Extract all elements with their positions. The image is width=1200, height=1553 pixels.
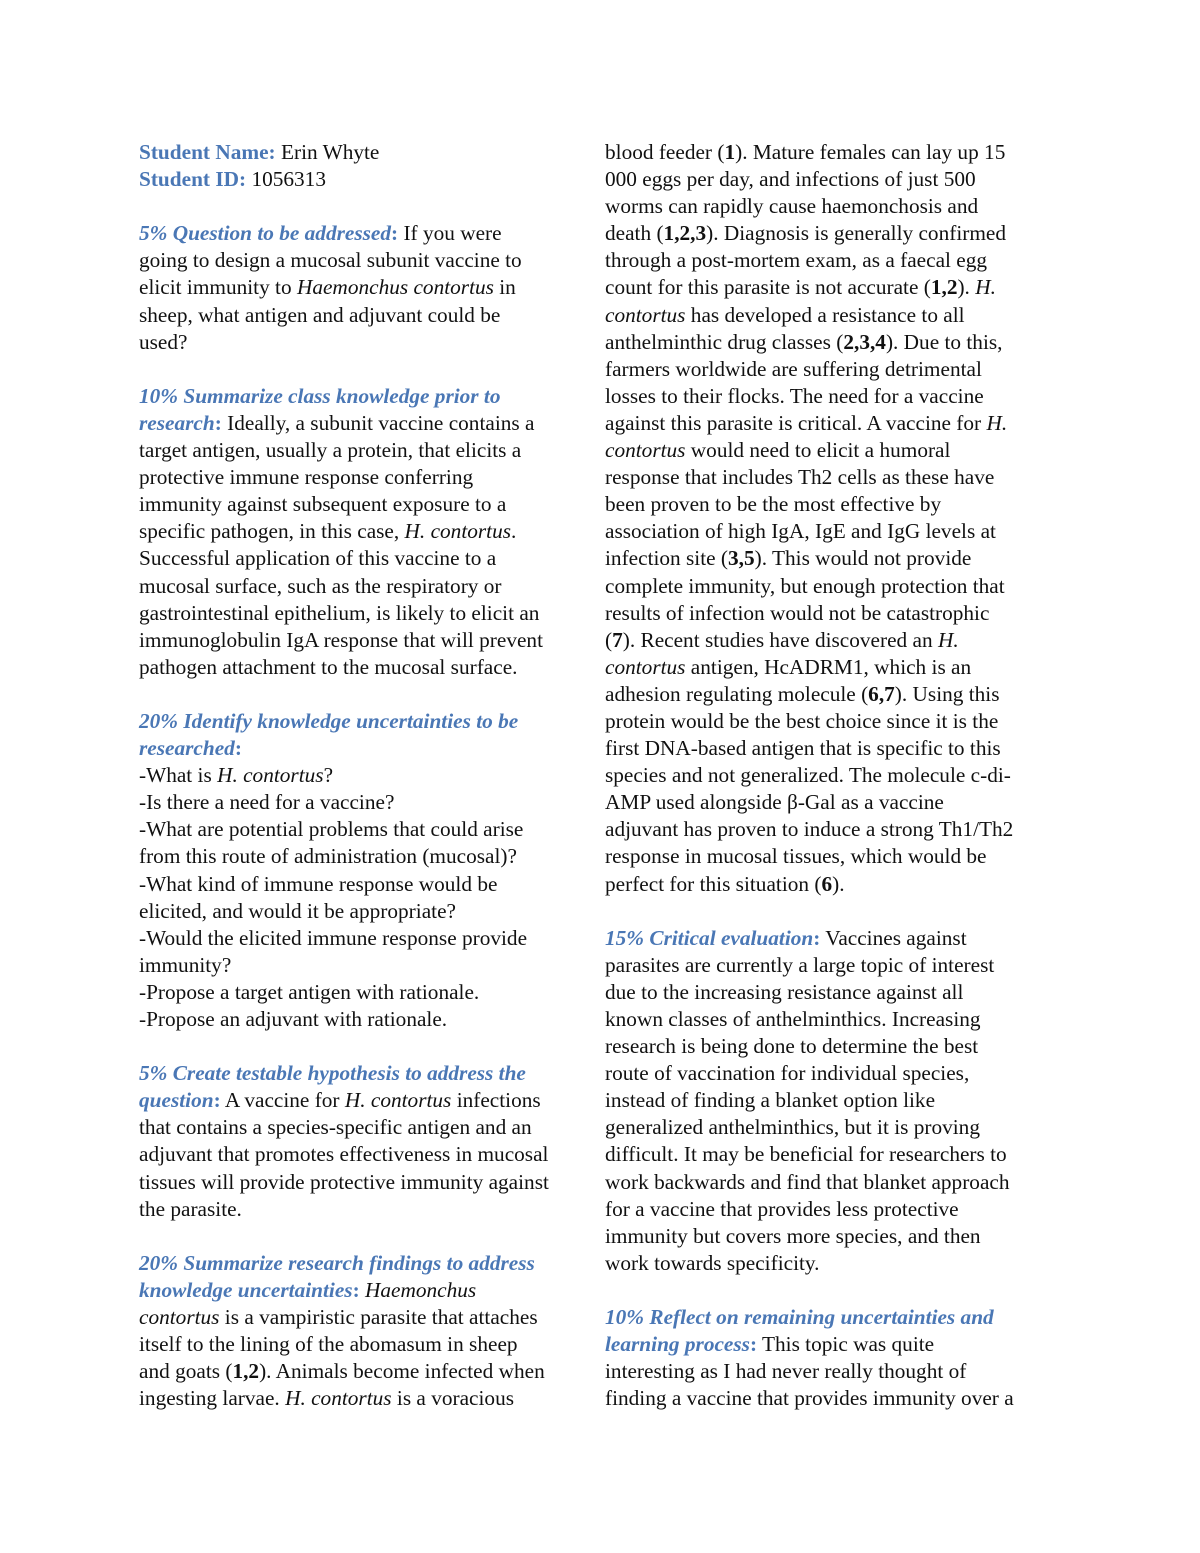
- section-heading: 10% Reflect on remaining uncertainties and: [605, 1305, 994, 1330]
- text-line: first DNA-based antigen that is specific to this: [605, 736, 1001, 761]
- text-line: used?: [139, 329, 188, 354]
- section-heading-cont: researched: [139, 736, 235, 761]
- text-line: response that includes Th2 cells as these have: [605, 465, 995, 490]
- text-line: tissues will provide protective immunity against: [139, 1169, 549, 1194]
- list-item: from this route of administration (mucosal)?: [139, 844, 517, 869]
- section-heading: 20% Summarize research findings to address: [139, 1250, 535, 1275]
- text-line: AMP used alongside β-Gal as a vaccine: [605, 790, 944, 815]
- text-line: immunity against subsequent exposure to a: [139, 492, 507, 517]
- text-line: interesting as I had never really thought of: [605, 1359, 967, 1384]
- section-class-knowledge: 10% Summarize class knowledge prior to research: Ideally, a subunit vaccine contains a target antigen, usually a protein, that elicits a protective immune response conferring immunity against subsequent exposure to a specific pathogen, in this case, H. contortus. Successful application of this vaccine to a mucosal surface, such as the respiratory or gastrointestinal epithelium, is likely to elicit an immunoglobulin IgA response that will prevent pathogen attachment to the mucosal surface.: [139, 383, 549, 681]
- text-line: If you were: [403, 221, 502, 246]
- citation: 1,2: [930, 275, 958, 300]
- student-id-label: Student ID:: [139, 167, 247, 192]
- section-hypothesis: 5% Create testable hypothesis to address the question: A vaccine for H. contortus infections that contains a species-specific antigen and an adjuvant that promotes effectiveness in mucosal tissues will provide protective immunity against the parasite.: [139, 1060, 549, 1223]
- text-line: due to the increasing resistance against all: [605, 979, 964, 1004]
- text-line: instead of finding a blanket option like: [605, 1088, 936, 1113]
- text-line: adjuvant that promotes effectiveness in mucosal: [139, 1142, 549, 1167]
- text-line: Successful application of this vaccine to a: [139, 546, 497, 571]
- citation: 3,5: [728, 546, 755, 571]
- citation: 1: [724, 140, 736, 164]
- text-line: response in mucosal tissues, which would be: [605, 844, 987, 869]
- text-line: generalized anthelminthics, but it is proving: [605, 1115, 980, 1140]
- list-item: -What kind of immune response would be: [139, 871, 498, 896]
- text-line: that contains a species-specific antigen and an: [139, 1115, 532, 1140]
- text-line: protective immune response conferring: [139, 465, 474, 490]
- text-line: losses to their flocks. The need for a vaccine: [605, 383, 984, 408]
- section-reflection: 10% Reflect on remaining uncertainties and learning process: This topic was quite interesting as I had never really thought of finding a vaccine that provides immunity over a: [605, 1304, 1014, 1412]
- text-line: target antigen, usually a protein, that elicits a: [139, 438, 522, 463]
- text-line: itself to the lining of the abomasum in sheep: [139, 1332, 518, 1357]
- text-line: results of infection would not be catastrophic: [605, 600, 990, 625]
- text-line: farmers worldwide are suffering detrimental: [605, 356, 982, 381]
- student-name-line: [139, 139, 549, 166]
- right-column: [605, 139, 1014, 1412]
- student-name: Erin Whyte: [280, 140, 380, 164]
- text-line: species and not generalized. The molecule c-di-: [605, 763, 1011, 788]
- section-heading-cont: research: [139, 410, 215, 435]
- list-item: -Is there a need for a vaccine?: [139, 790, 395, 815]
- text-line: 000 eggs per day, and infections of just 500: [605, 167, 976, 192]
- section-heading-cont: knowledge uncertainties: [139, 1277, 353, 1302]
- section-heading-cont: question: [139, 1088, 214, 1113]
- text-line: the parasite.: [139, 1196, 242, 1221]
- section-question: 5% Question to be addressed: If you were going to design a mucosal subunit vaccine to elicit immunity to Haemonchus contortus in sheep, what antigen and adjuvant could be used?: [139, 220, 549, 355]
- student-id-line: [139, 166, 549, 193]
- list-item: -Propose an adjuvant with rationale.: [139, 1007, 448, 1031]
- text-line: mucosal surface, such as the respiratory or: [139, 573, 502, 598]
- list-item: -Would the elicited immune response provide: [139, 925, 528, 950]
- text-line: difficult. It may be beneficial for researchers to: [605, 1142, 1007, 1167]
- text-line: immunoglobulin IgA response that will prevent: [139, 627, 543, 652]
- text-line: complete immunity, but enough protection that: [605, 573, 1005, 598]
- section-research-findings-cont: blood feeder (1). Mature females can lay up 15 000 eggs per day, and infections of just 500 worms can rapidly cause haemonchosis and death (1,2,3). Diagnosis is generally confirmed through a post-mortem exam, as a faecal egg count for this parasite is not accurate (1,2). H. contortus has developed a resistance to all anthelminthic drug classes (2,3,4). Due to this, farmers worldwide are suffering detrimental losses to their flocks. The need for a vaccine against this parasite is critical. A vaccine for H. contortus would need to elicit a humoral response that includes Th2 cells as these have been proven to be the most effective by association of high IgA, IgE and IgG levels at infection site (3,5). This would not provide complete immunity, but enough protection that results of infection would not be catastrophic (7). Recent studies have discovered an H. contortus antigen, HcADRM1, which is an adhesion regulating molecule (6,7). Using this protein would be the best choice since it is the first DNA-based antigen that is specific to this species and not generalized. The molecule c-di- AMP used alongside β-Gal as a vaccine adjuvant has proven to induce a strong Th1/Th2 response in mucosal tissues, which would be perfect for this situation (6).: [605, 140, 1014, 896]
- text-line: route of vaccination for individual species,: [605, 1061, 970, 1086]
- text-line: research is being done to determine the best: [605, 1034, 979, 1059]
- left-column: [139, 139, 549, 1412]
- citation: 6: [821, 871, 833, 896]
- citation: 7: [612, 627, 623, 652]
- section-heading: 20% Identify knowledge uncertainties to be: [139, 708, 519, 733]
- section-heading: 5% Question to be addressed: [139, 221, 392, 246]
- section-uncertainties: 20% Identify knowledge uncertainties to be researched: -What is H. contortus? -Is there a need for a vaccine? -What are potential problems that could arise from this route of administration (mucosal)? -What kind of immune response would be elicited, and would it be appropriate? -Would the elicited immune response provide immunity? -Propose a target antigen with rationale. -Propose an adjuvant with rationale.: [139, 708, 549, 1033]
- student-name-label: Student Name:: [139, 140, 276, 164]
- section-heading-cont: learning process: [605, 1332, 750, 1357]
- citation: 1,2,3: [663, 221, 707, 246]
- text-line: going to design a mucosal subunit vaccine to: [139, 248, 522, 273]
- text-line: adjuvant has proven to induce a strong Th1/Th2: [605, 817, 1014, 842]
- text-line: parasites are currently a large topic of interest: [605, 952, 995, 977]
- text-line: through a post-mortem exam, as a faecal egg: [605, 248, 988, 273]
- citation: 1,2: [232, 1359, 260, 1384]
- list-item: immunity?: [139, 952, 232, 977]
- text-line: for a vaccine that provides less protective: [605, 1196, 959, 1221]
- text-line: work towards specificity.: [605, 1250, 820, 1275]
- text-line: finding a vaccine that provides immunity over a: [605, 1386, 1014, 1411]
- text-line: immunity but covers more species, and then: [605, 1223, 981, 1248]
- text-line: work backwards and find that blanket approach: [605, 1169, 1010, 1194]
- section-heading: 10% Summarize class knowledge prior to: [139, 383, 501, 408]
- section-research-findings: 20% Summarize research findings to address knowledge uncertainties: Haemonchus contortus is a vampiristic parasite that attaches itself to the lining of the abomasum in sheep and goats (1,2). Animals become infected when ingesting larvae. H. contortus is a voracious: [139, 1250, 549, 1413]
- student-id: 1056313: [251, 167, 326, 192]
- section-heading: 5% Create testable hypothesis to address the: [139, 1061, 526, 1086]
- citation: 6,7: [868, 681, 895, 706]
- text-line: association of high IgA, IgE and IgG levels at: [605, 519, 996, 544]
- section-heading: 15% Critical evaluation: [605, 925, 814, 950]
- list-item: elicited, and would it be appropriate?: [139, 898, 456, 923]
- list-item: -What are potential problems that could arise: [139, 817, 524, 842]
- section-critical-evaluation: 15% Critical evaluation: Vaccines against parasites are currently a large topic of interest due to the increasing resistance against all known classes of anthelminthics. Increasing research is being done to determine the best route of vaccination for individual species, instead of finding a blanket option like generalized anthelminthics, but it is proving difficult. It may be beneficial for researchers to work backwards and find that blanket approach for a vaccine that provides less protective immunity but covers more species, and then work towards specificity.: [605, 925, 1014, 1277]
- text-line: protein would be the best choice since it is the: [605, 708, 999, 733]
- text-line: gastrointestinal epithelium, is likely to elicit an: [139, 600, 540, 625]
- text-line: pathogen attachment to the mucosal surface.: [139, 654, 518, 679]
- text-line: worms can rapidly cause haemonchosis and: [605, 194, 979, 219]
- text-line: been proven to be the most effective by: [605, 492, 942, 517]
- citation: 2,3,4: [843, 329, 886, 354]
- text-line: sheep, what antigen and adjuvant could be: [139, 302, 501, 327]
- list-item: -Propose a target antigen with rationale.: [139, 979, 480, 1004]
- text-line: known classes of anthelminthics. Increasing: [605, 1007, 981, 1031]
